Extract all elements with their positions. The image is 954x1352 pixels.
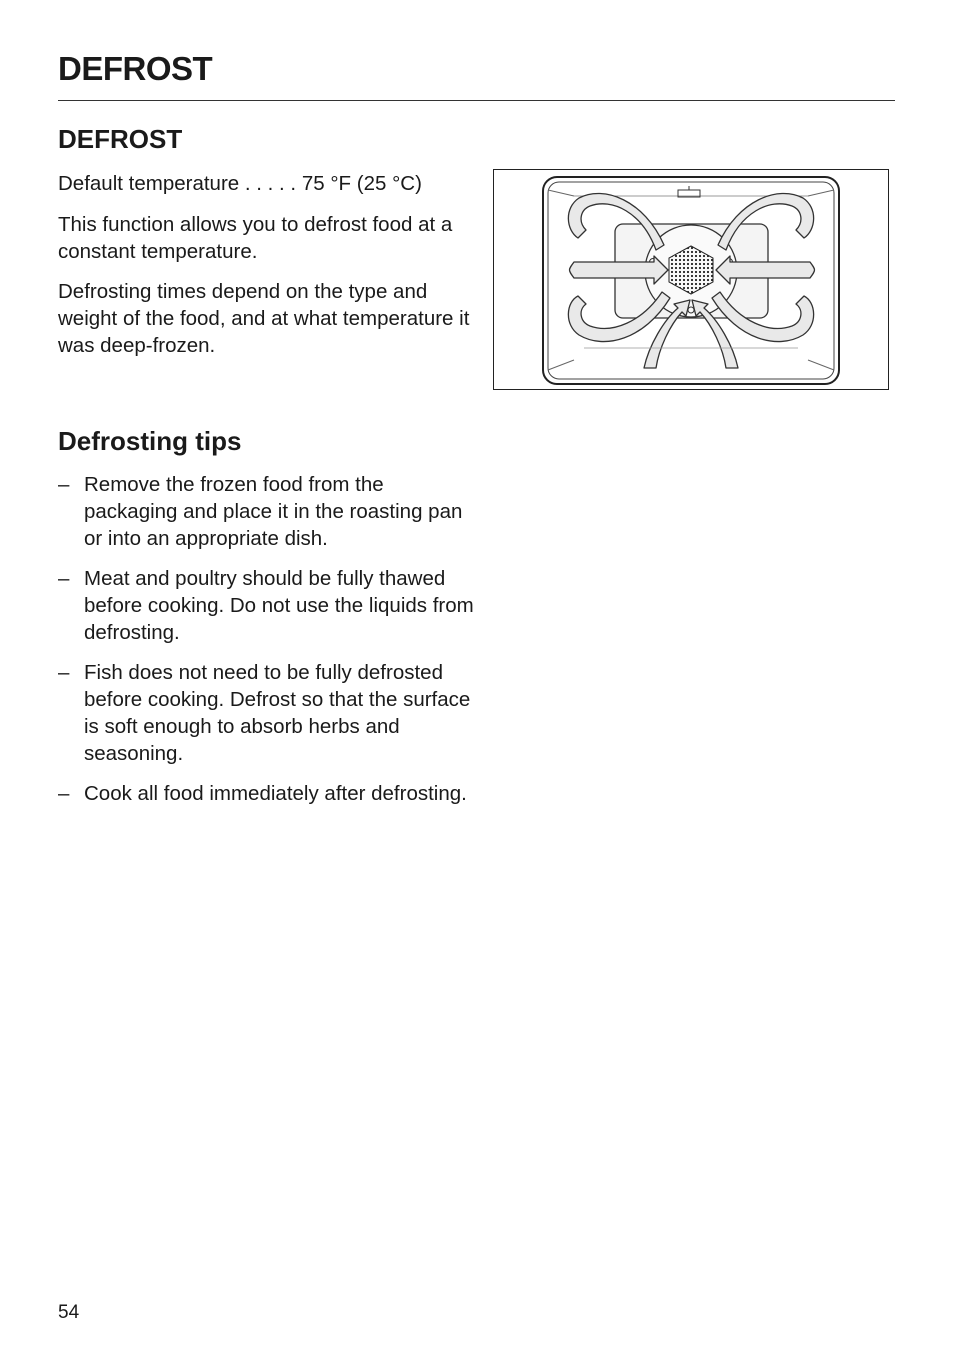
description-paragraph: This function allows you to defrost food at a constant temperature. [58, 213, 453, 263]
title-divider [58, 100, 895, 101]
list-item [58, 565, 478, 646]
bullet-dash: – [58, 567, 70, 590]
tip-text: Cook all food immediately after defrosting. [84, 782, 467, 805]
tip-text: Remove the frozen food from the packaging and place it in the roasting pan or into an appropriate dish. [84, 473, 463, 550]
tips-heading: Defrosting tips [58, 426, 242, 456]
bullet-dash: – [58, 473, 70, 496]
defrost-times-paragraph: Defrosting times depend on the type and weight of the food, and at what temperature it was deep-frozen. [58, 280, 470, 357]
page-title: DEFROST [58, 50, 213, 87]
oven-fan-icon [494, 170, 887, 388]
tips-list [58, 471, 478, 820]
list-item [58, 471, 478, 552]
default-temperature-line: Default temperature . . . . . 75 °F (25 °C) [58, 172, 422, 195]
oven-airflow-illustration [493, 169, 889, 390]
list-item [58, 780, 478, 807]
bullet-dash: – [58, 782, 70, 805]
list-item [58, 659, 478, 767]
tip-text: Fish does not need to be fully defrosted before cooking. Defrost so that the surface is soft enough to absorb herbs and seasoning. [84, 661, 471, 765]
section-heading: DEFROST [58, 124, 183, 154]
bullet-dash: – [58, 661, 70, 684]
tip-text: Meat and poultry should be fully thawed before cooking. Do not use the liquids from defrosting. [84, 567, 474, 644]
page-number: 54 [58, 1302, 80, 1323]
